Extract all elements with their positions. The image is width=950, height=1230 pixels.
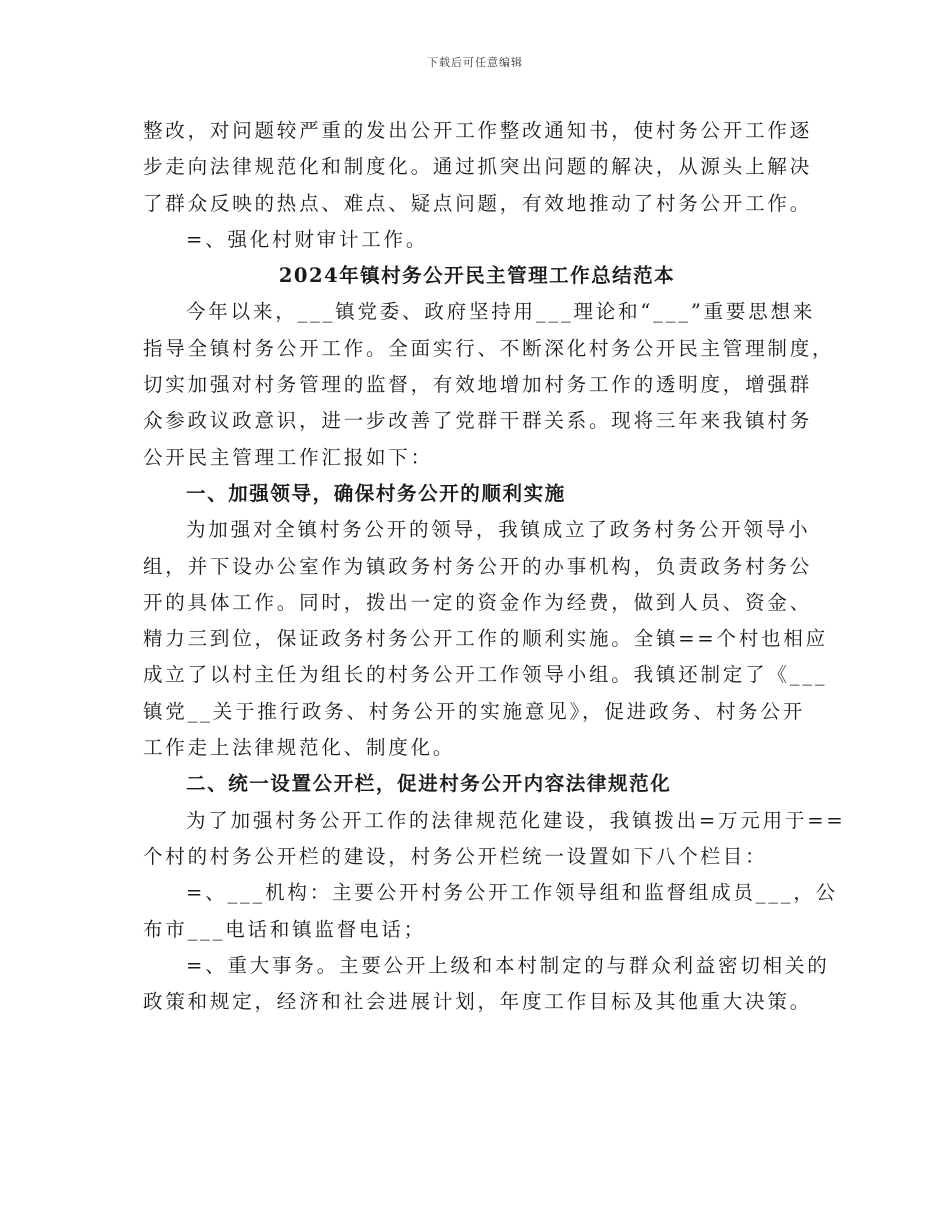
body-line: 个村的村务公开栏的建设，村务公开栏统一设置如下八个栏目： <box>143 844 768 868</box>
body-line: 工作走上法律规范化、制度化。 <box>143 736 456 760</box>
body-line: 步走向法律规范化和制度化。通过抓突出问题的解决，从源头上解决 <box>143 155 813 179</box>
body-line: 公开民主管理工作汇报如下： <box>143 445 433 469</box>
body-line: 切实加强对村务管理的监督，有效地增加村务工作的透明度，增强群 <box>143 373 813 397</box>
document-title: 2024年镇村务公开民主管理工作总结范本 <box>278 264 676 288</box>
body-line: 政策和规定，经济和社会进展计划，年度工作目标及其他重大决策。 <box>143 990 813 1014</box>
body-line: =、___机构：主要公开村务公开工作领导组和监督组成员___，公 <box>186 881 838 905</box>
body-line: =、强化村财审计工作。 <box>186 227 429 251</box>
body-line: 布市___电话和镇监督电话； <box>143 917 426 941</box>
body-line: 今年以来，___镇党委、政府坚持用___理论和“___”重要思想来 <box>186 300 816 324</box>
body-line: 整改，对问题较严重的发出公开工作整改通知书，使村务公开工作逐 <box>143 119 813 142</box>
body-line: 镇党__关于推行政务、村务公开的实施意见》，促进政务、村务公开 <box>143 699 806 723</box>
body-line: 了群众反映的热点、难点、疑点问题，有效地推动了村务公开工作。 <box>143 191 813 215</box>
body-line: 开的具体工作。同时，拨出一定的资金作为经费，做到人员、资金、 <box>143 590 813 614</box>
body-line: 指导全镇村务公开工作。全面实行、不断深化村务公开民主管理制度， <box>143 336 835 360</box>
section-heading: 二、统一设置公开栏，促进村务公开内容法律规范化 <box>186 772 672 796</box>
body-line: =、重大事务。主要公开上级和本村制定的与群众利益密切相关的 <box>186 953 830 977</box>
body-line: 组，并下设办公室作为镇政务村务公开的办事机构，负责政务村务公 <box>143 554 813 578</box>
section-heading: 一、加强领导，确保村务公开的顺利实施 <box>186 481 566 505</box>
body-line: 众参政议政意识，进一步改善了党群干群关系。现将三年来我镇村务 <box>143 409 813 433</box>
page-header-note: 下载后可任意编辑 <box>427 56 523 69</box>
body-line: 为了加强村务公开工作的法律规范化建设，我镇拨出=万元用于== <box>186 808 846 832</box>
document-body <box>143 113 846 1020</box>
body-line: 为加强对全镇村务公开的领导，我镇成立了政务村务公开领导小 <box>186 518 811 542</box>
body-line: 成立了以村主任为组长的村务公开工作领导小组。我镇还制定了《___ <box>143 663 828 687</box>
body-line: 精力三到位，保证政务村务公开工作的顺利实施。全镇==个村也相应 <box>143 627 828 651</box>
